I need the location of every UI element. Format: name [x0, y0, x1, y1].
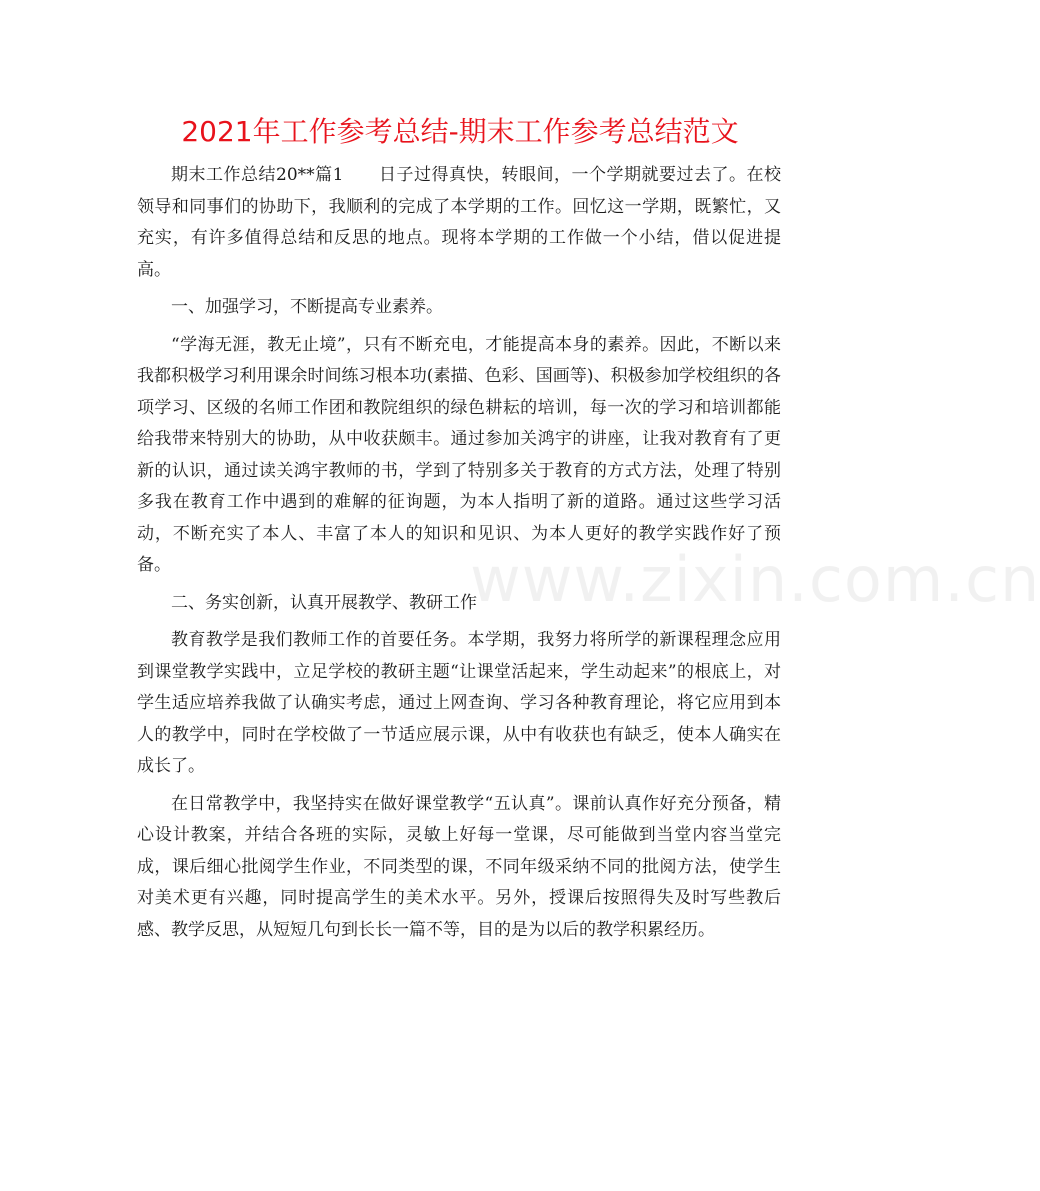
paragraph-teaching: 教育教学是我们教师工作的首要任务。本学期，我努力将所学的新课程理念应用到课堂教学实践中，立足学校的教研主题“让课堂活起来，学生动起来”的根底上，对学生适应培养我做了认确实考虑，通过上网查询、学习各种教育理论，将它应用到本人的教学中，同时在学校做了一节适应展示课，从中有收获也有缺乏，使本人确实在成长了。: [137, 630, 781, 776]
section-heading-2: 二、务实创新，认真开展教学、教研工作: [171, 592, 477, 613]
paragraph-daily-teaching: 在日常教学中，我坚持实在做好课堂教学“五认真”。课前认真作好充分预备，精心设计教案，并结合各班的实际，灵敏上好每一堂课，尽可能做到当堂内容当堂完成，课后细心批阅学生作业，不同类型的课，不同年级采纳不同的批阅方法，使学生对美术更有兴趣，同时提高学生的美术水平。另外，授课后按照得失及时写些教后感、教学反思，从短短几句到长长一篇不等，目的是为以后的教学积累经历。: [137, 793, 781, 940]
document-title: 2021年工作参考总结-期末工作参考总结范文: [181, 115, 739, 148]
watermark-text: www.zixin.com.cn: [470, 543, 1040, 616]
paragraph-study: “学海无涯，教无止境”，只有不断充电，才能提高本身的素养。因此，不断以来我都积极学习利用课余时间练习根本功(素描、色彩、国画等)、积极参加学校组织的各项学习、区级的名师工作团和教院组织的绿色耕耘的培训，每一次的学习和培训都能给我带来特别大的协助，从中收获颇丰。通过参加关鸿宇的讲座，让我对教育有了更新的认识，通过读关鸿宇教师的书，学到了特别多关于教育的方式方法，处理了特别多我在教育工作中遇到的难解的征询题，为本人指明了新的道路。通过这些学习活动，不断充实了本人、丰富了本人的知识和见识、为本人更好的教学实践作好了预备。: [137, 334, 781, 575]
paragraph-intro: 期末工作总结20**篇1 日子过得真快，转眼间，一个学期就要过去了。在校领导和同事们的协助下，我顺利的完成了本学期的工作。回忆这一学期，既繁忙，又充实，有许多值得总结和反思的地点。现将本学期的工作做一个小结，借以促进提高。: [137, 165, 781, 280]
section-heading-1: 一、加强学习，不断提高专业素养。: [171, 297, 443, 317]
